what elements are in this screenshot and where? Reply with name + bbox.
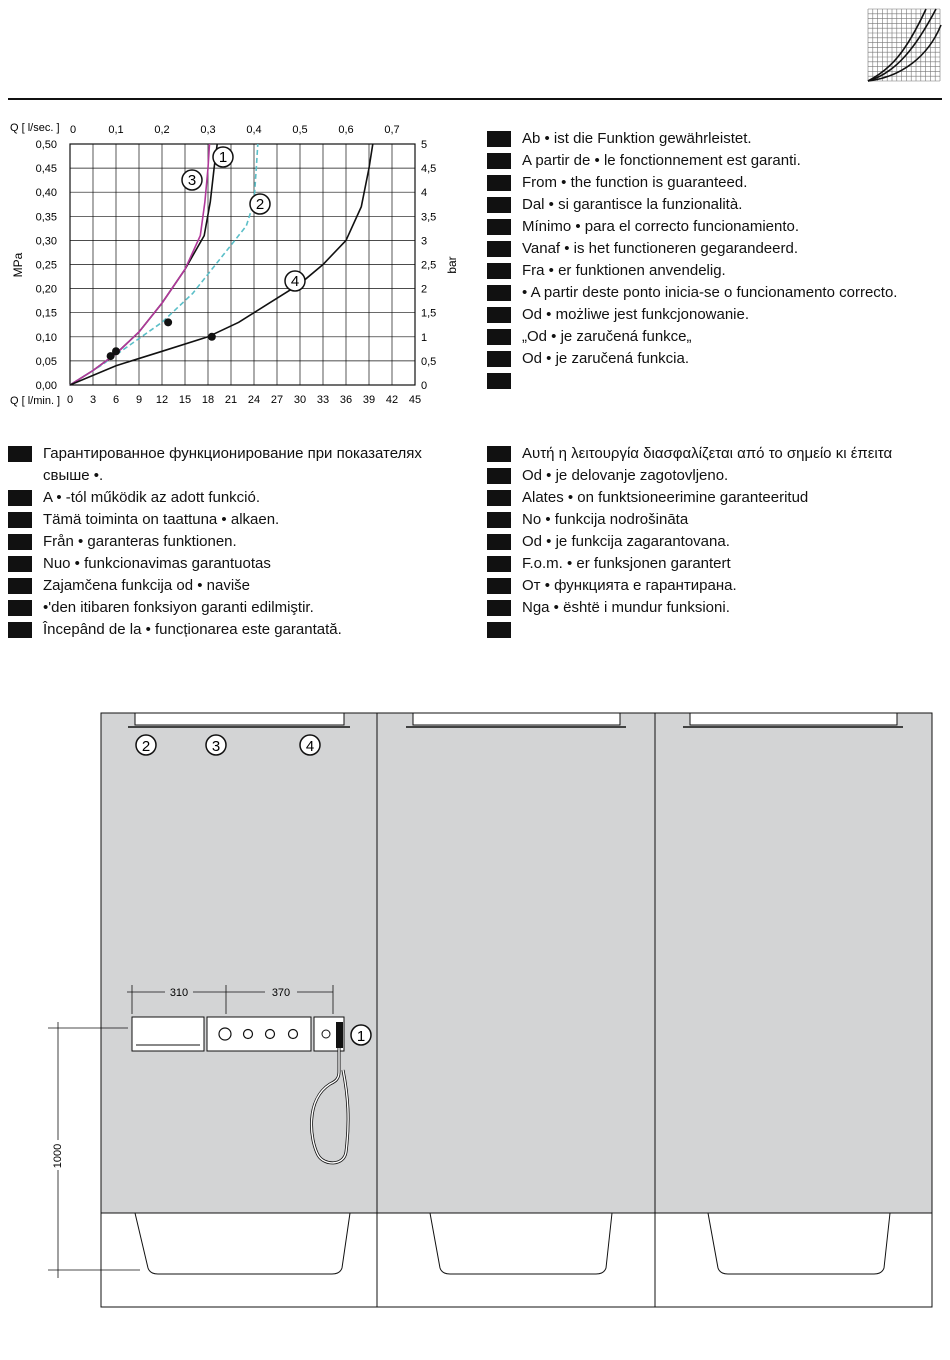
svg-text:3: 3 [211,738,221,755]
language-entry [487,575,937,597]
series-callout-4 [285,271,305,291]
language-entry-text: Nga • është i mundur funksioni. [522,599,730,616]
overhead-shower-3 [683,713,903,727]
x-bottom-tick-label: 39 [362,394,376,406]
language-entry [8,619,458,641]
x-top-tick-label: 0,6 [338,124,354,136]
series-callout-1 [213,147,233,167]
svg-text:4: 4 [290,273,300,290]
language-entry-text: Ab • ist die Funktion gewährleistet. [522,130,752,147]
language-entry-text: Αυτή η λειτουργία διασφαλίζεται από το σημείο κι έπειτα [522,445,893,462]
installation-drawing [0,700,950,1320]
language-flag-icon [487,578,511,594]
language-entry-text: „Od • je zaručená funkce„ [522,328,692,345]
language-flag-icon [8,512,32,528]
language-flag-icon [487,153,511,169]
language-entry [487,465,937,487]
overhead-shower-2 [406,713,626,727]
series-marker-4 [208,333,216,341]
language-entry-text: Tämä toiminta on taattuna • alkaen. [43,511,280,528]
language-entry-text: От • функцията е гарантирана. [522,577,737,594]
language-flag-icon [487,468,511,484]
y-right-axis-label: bar [445,256,459,274]
svg-text:3: 3 [187,172,197,189]
control-knob-1 [219,1028,231,1040]
y-right-tick-label: 5 [421,139,428,151]
language-entry-text: F.o.m. • er funksjonen garantert [522,555,731,572]
x-bottom-tick-label: 42 [385,394,399,406]
language-flag-icon [487,307,511,323]
language-entry [487,326,937,348]
dimension-370: 370 [271,987,291,999]
x-bottom-tick-label: 45 [408,394,422,406]
x-bottom-tick-label: 27 [270,394,284,406]
language-flag-icon [487,534,511,550]
control-knob-2 [244,1030,253,1039]
x-bottom-tick-label: 12 [155,394,169,406]
guarantee-text-list-right-top [487,128,937,392]
language-entry-text: Nuo • funkcionavimas garantuotas [43,555,271,572]
bathtub-3 [655,1213,932,1307]
language-entry-text: Vanaf • is het functioneren gegarandeerd. [522,240,798,257]
language-entry-text: Od • je funkcija zagarantovana. [522,533,730,550]
language-entry [487,216,937,238]
bathtub-2 [377,1213,655,1307]
language-flag-icon [487,131,511,147]
x-bottom-tick-label: 15 [178,394,192,406]
language-entry-text: A partir de • le fonctionnement est garanti. [522,152,801,169]
language-entry [487,443,937,465]
language-entry-text: • A partir deste ponto inicia-se o funcionamento correcto. [522,284,898,301]
x-bottom-tick-label: 33 [316,394,330,406]
language-flag-icon [487,512,511,528]
language-entry [487,172,937,194]
callout-3 [206,735,226,755]
y-left-tick-label: 0,20 [35,283,57,296]
language-entry-text: Od • je zaručená funkcia. [522,350,690,367]
language-entry-text: Alates • on funktsioneerimine garanteeritud [522,489,809,506]
language-entry-text: Mínimo • para el correcto funcionamiento. [522,218,800,235]
language-entry-text: Fra • er funktionen anvendelig. [522,262,726,279]
language-entry [487,348,937,370]
language-entry [8,575,458,597]
language-flag-icon [487,263,511,279]
language-entry [487,194,937,216]
svg-text:4: 4 [305,738,315,755]
svg-text:2: 2 [141,738,151,755]
language-flag-icon [8,490,32,506]
language-entry [487,150,937,172]
language-flag-icon [487,490,511,506]
language-flag-icon [8,534,32,550]
language-flag-icon [487,600,511,616]
x-top-tick-label: 0,7 [384,124,400,136]
language-entry-text: Zajamčena funkcija od • naviše [43,577,251,594]
language-flag-icon [487,329,511,345]
y-right-tick-label: 3 [421,235,428,248]
language-entry [487,304,937,326]
language-entry-text: From • the function is guaranteed. [522,174,748,191]
guarantee-text-list-left-bottom [8,443,458,641]
hand-shower-icon [336,1022,343,1048]
svg-text:1: 1 [356,1028,366,1045]
language-flag-icon [8,446,32,462]
x-top-tick-label: 0,1 [108,124,124,136]
dimension-1000: 1000 [52,1143,64,1169]
language-flag-icon [487,446,511,462]
series-marker-3 [107,352,115,360]
bathtub-1 [101,1213,377,1307]
language-entry [8,509,458,531]
language-entry-text: Începând de la • funcționarea este garantată. [43,621,342,638]
language-flag-icon [487,556,511,572]
pressure-chart-icon [866,7,942,83]
callout-2 [136,735,156,755]
language-flag-icon [487,175,511,191]
y-right-tick-label: 2,5 [421,259,437,272]
language-entry-text: •'den itibaren fonksiyon garanti edilmiştir. [43,599,314,616]
y-left-tick-label: 0,30 [35,235,57,248]
x-bottom-tick-label: 0 [66,394,74,406]
x-bottom-tick-label: 9 [135,394,143,406]
language-entry [8,553,458,575]
x-bottom-tick-label: 21 [224,394,238,406]
x-top-tick-label: 0,2 [154,124,170,136]
x-bottom-tick-label: 30 [293,394,307,406]
language-flag-icon [487,373,511,389]
language-entry [487,597,937,619]
x-top-tick-label: 0 [69,124,77,136]
language-flag-icon [487,285,511,301]
svg-text:1: 1 [218,149,228,166]
language-entry [487,370,937,392]
dimension-310: 310 [169,987,189,999]
x-top-tick-label: 0,5 [292,124,308,136]
y-left-tick-label: 0,50 [35,139,57,151]
y-left-tick-label: 0,35 [35,211,57,224]
language-entry [487,238,937,260]
y-left-tick-label: 0,05 [35,355,57,368]
language-flag-icon [487,241,511,257]
language-flag-icon [8,578,32,594]
language-entry [8,597,458,619]
control-knob-3 [266,1030,275,1039]
language-entry [8,487,458,509]
language-entry [487,531,937,553]
language-entry [8,531,458,553]
language-entry-text: No • funkcija nodrošināta [522,511,689,528]
y-left-tick-label: 0,40 [35,187,57,200]
x-top-axis-label: Q [ l/sec. ] [10,122,60,134]
x-bottom-axis-label: Q [ l/min. ] [10,395,61,407]
y-left-tick-label: 0,00 [35,380,57,392]
language-entry [487,619,937,641]
y-right-tick-label: 4,5 [421,163,437,176]
callout-4 [300,735,320,755]
language-flag-icon [487,622,511,638]
flow-pressure-chart [0,115,470,415]
series-callout-2 [250,194,270,214]
y-right-tick-label: 1,5 [421,307,437,320]
x-top-tick-label: 0,3 [200,124,216,136]
language-entry [487,553,937,575]
language-entry-text: A • -tól működik az adott funkció. [43,489,261,506]
guarantee-text-list-right-bottom [487,443,937,641]
language-entry [487,509,937,531]
language-entry [487,487,937,509]
x-bottom-tick-label: 3 [89,394,97,406]
shelf-module [132,1017,204,1051]
control-knob-4 [289,1030,298,1039]
y-left-tick-label: 0,10 [35,331,57,344]
y-right-tick-label: 0 [421,380,428,392]
svg-text:2: 2 [255,196,265,213]
series-callout-3 [182,170,202,190]
language-flag-icon [487,351,511,367]
language-entry [487,282,937,304]
y-left-tick-label: 0,15 [35,307,57,320]
x-bottom-tick-label: 18 [201,394,215,406]
x-bottom-tick-label: 36 [339,394,353,406]
y-right-tick-label: 4 [421,187,428,200]
language-entry-text: Dal • si garantisce la funzionalità. [522,196,743,213]
y-right-tick-label: 1 [421,331,428,344]
language-entry-text: Från • garanteras funktionen. [43,533,237,550]
overhead-shower-1 [128,713,350,727]
x-bottom-tick-label: 24 [247,394,261,406]
language-entry-text: Od • je delovanje zagotovljeno. [522,467,729,484]
series-marker-2 [164,318,172,326]
language-flag-icon [8,622,32,638]
language-flag-icon [487,197,511,213]
x-bottom-tick-label: 6 [112,394,120,406]
y-right-tick-label: 3,5 [421,211,437,224]
language-entry [487,260,937,282]
language-flag-icon [8,556,32,572]
language-entry [487,128,937,150]
header-rule [8,98,942,100]
language-flag-icon [487,219,511,235]
language-entry-text: Od • możliwe jest funkcjonowanie. [522,306,750,323]
language-entry [8,443,458,487]
callout-1 [351,1025,371,1045]
language-entry-text: Гарантированное функционирование при показателях свыше •. [43,445,422,484]
y-left-tick-label: 0,45 [35,163,57,176]
language-flag-icon [8,600,32,616]
y-left-tick-label: 0,25 [35,259,57,272]
y-left-axis-label: MPa [11,252,25,278]
y-right-tick-label: 2 [421,283,428,296]
y-right-tick-label: 0,5 [421,355,437,368]
x-top-tick-label: 0,4 [246,124,262,136]
